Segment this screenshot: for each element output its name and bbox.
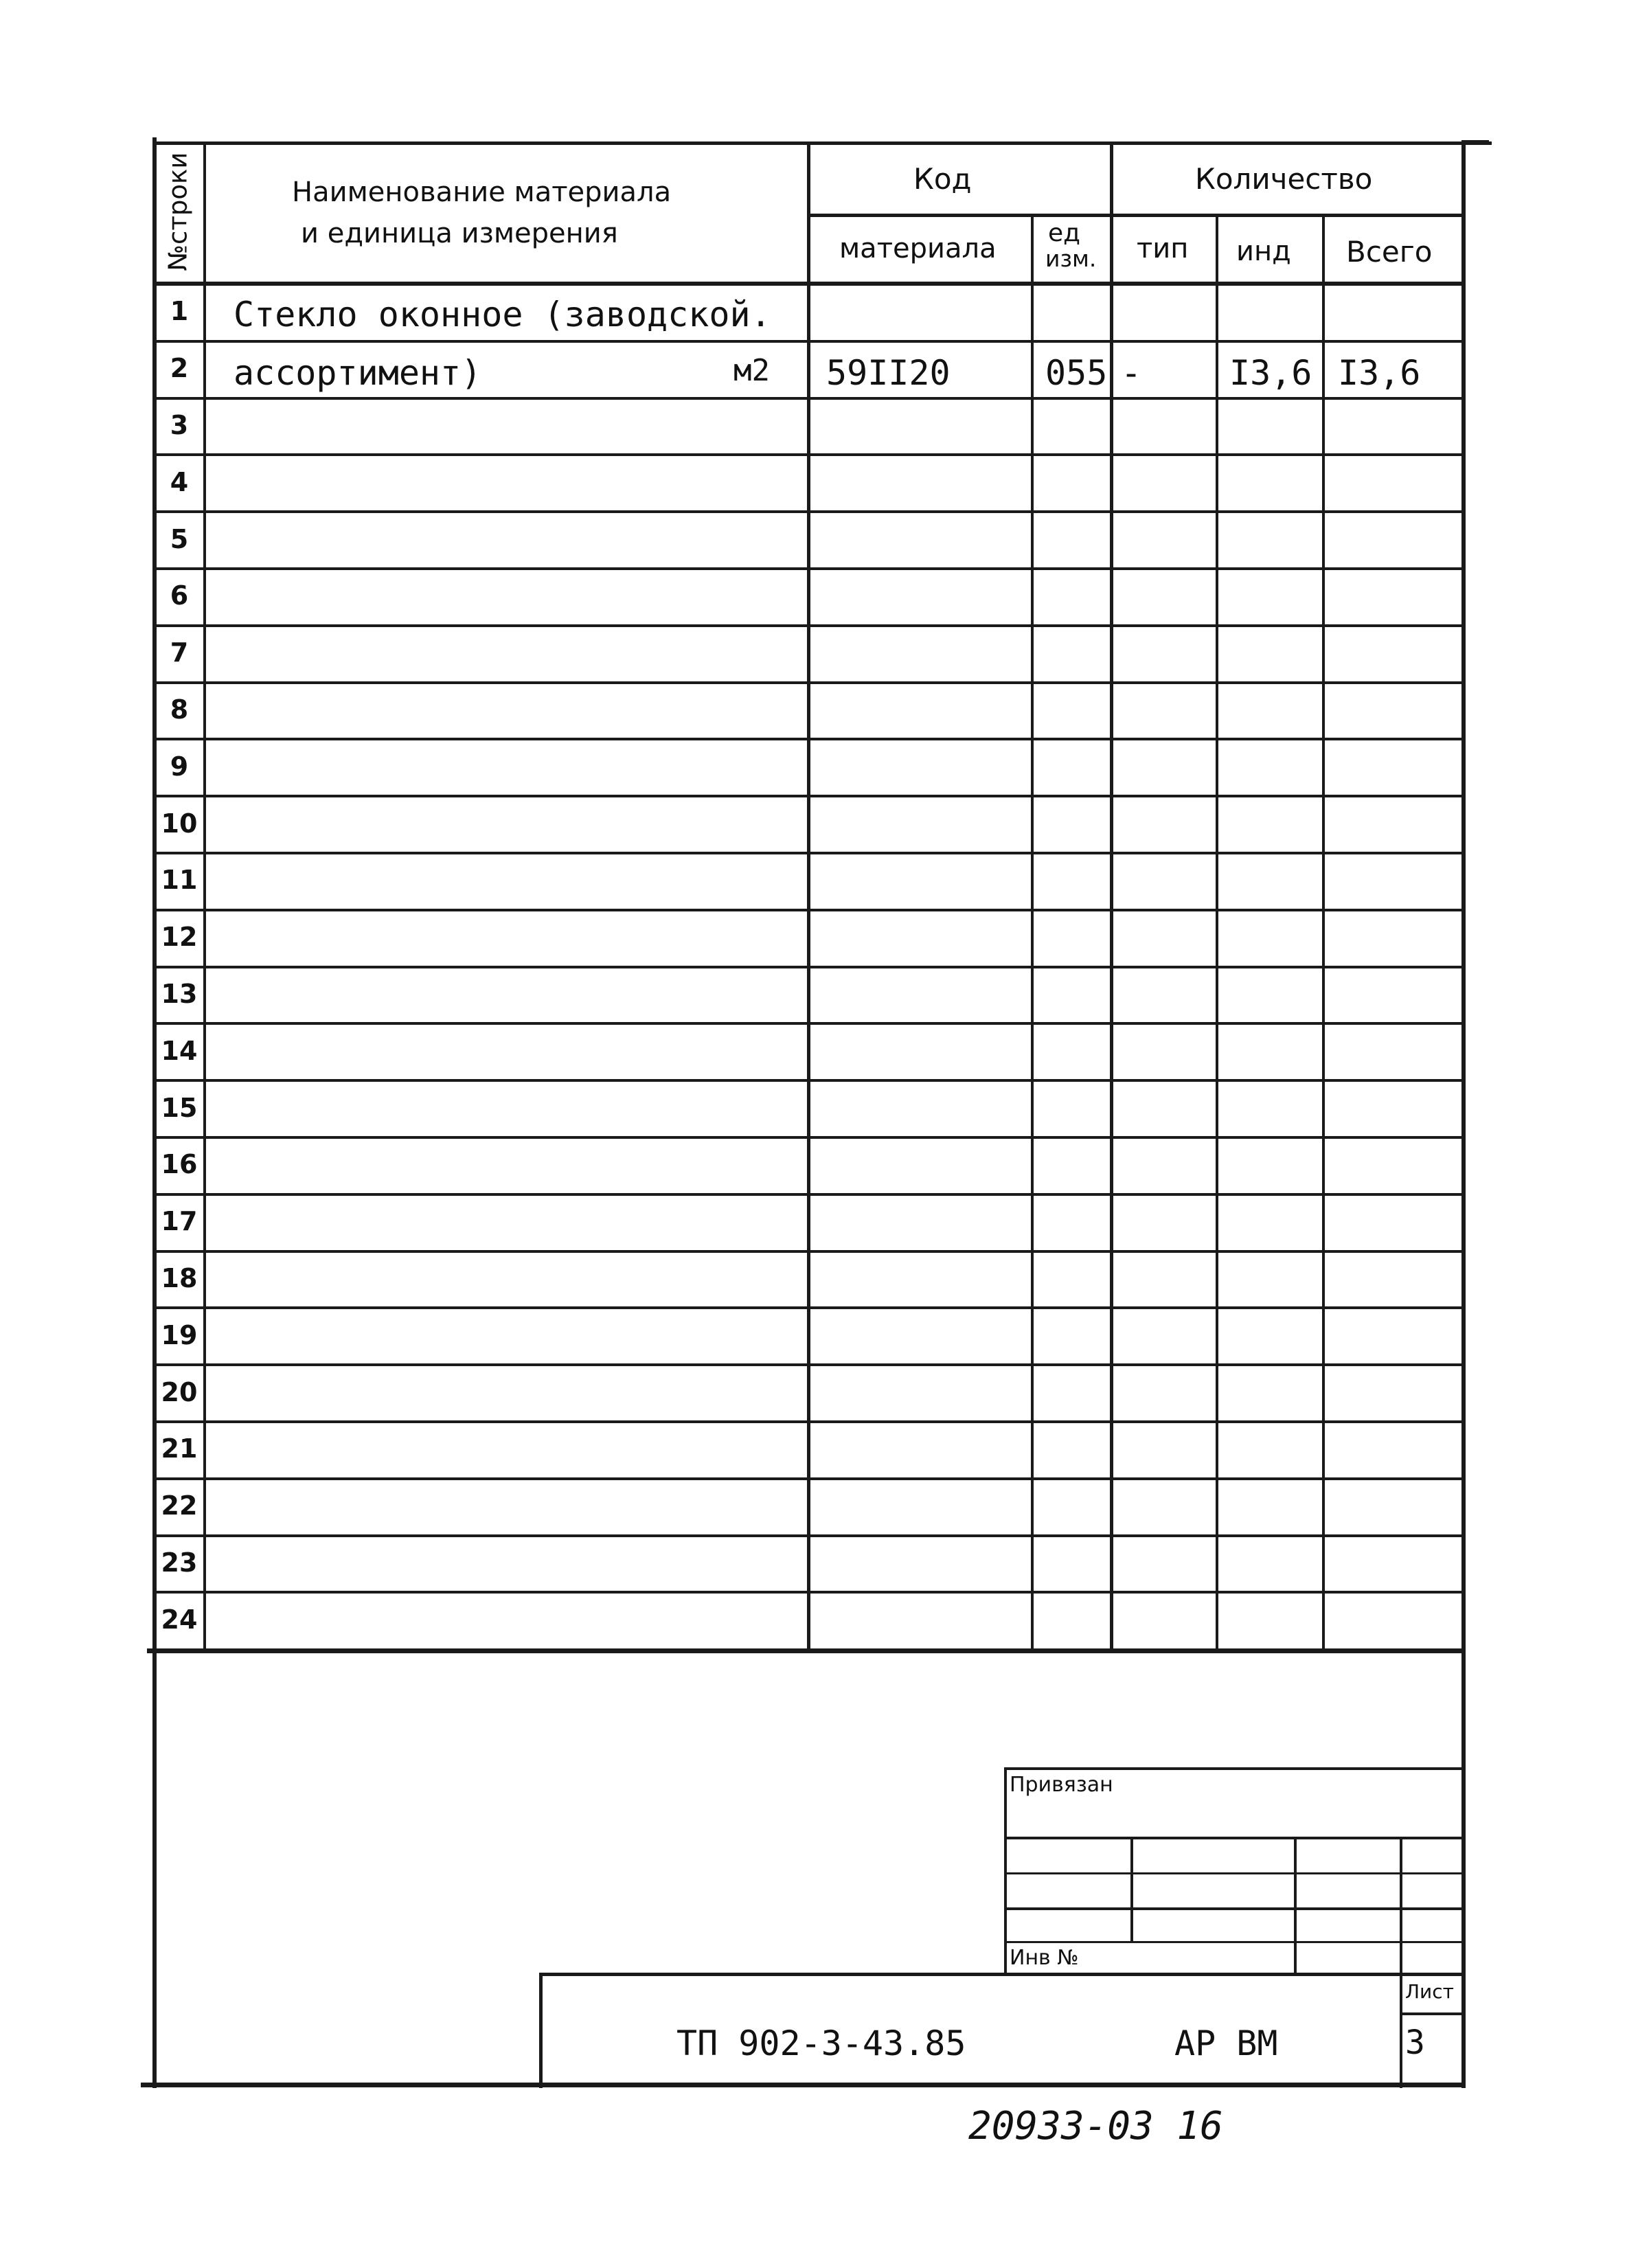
table-top-border-ext: [1461, 140, 1489, 144]
page-bottom-border: [141, 2083, 1466, 2087]
row-line: [152, 1477, 1466, 1480]
col-divider-name: [807, 141, 810, 1650]
stamp-line-3: [1004, 1872, 1466, 1874]
row1-name: Стекло оконное (заводской.: [234, 295, 771, 334]
row-number: 23: [161, 1547, 198, 1578]
row-number: 9: [170, 751, 189, 782]
table-top-border: [152, 141, 1492, 145]
header-qty-total: Всего: [1346, 235, 1433, 269]
header-qty-type: тип: [1137, 233, 1189, 264]
row2-unit: м2: [733, 353, 770, 388]
header-code-material: материала: [839, 233, 997, 264]
stamp-col-1: [1130, 1837, 1133, 1941]
row-line: [152, 397, 1466, 400]
table-bottom-border: [147, 1648, 1466, 1653]
archive-number: 20933-03 16: [968, 2104, 1223, 2148]
row-number: 21: [161, 1433, 198, 1464]
row-number: 15: [161, 1093, 198, 1123]
stamp-line-4: [1004, 1907, 1466, 1910]
row-line: [152, 1193, 1466, 1196]
table-right-border: [1461, 143, 1466, 2088]
row-number: 19: [161, 1320, 198, 1350]
row-line: [152, 567, 1466, 570]
row-number: 11: [161, 865, 198, 895]
stamp-main-top: [539, 1973, 1466, 1976]
row2-type: -: [1121, 353, 1142, 393]
row-line: [152, 1306, 1466, 1309]
row-line: [152, 909, 1466, 911]
stamp-sheet-label: Лист: [1405, 1980, 1454, 2003]
col-divider-material: [1031, 215, 1034, 1650]
stamp-line-5: [1004, 1941, 1466, 1943]
stamp-top-line: [1004, 1767, 1466, 1770]
header-row-number: №строки: [163, 152, 193, 271]
row-number: 10: [161, 808, 198, 839]
header-name-line2: и единица измерения: [301, 218, 618, 249]
row-number: 5: [170, 524, 189, 554]
row2-ind: I3,6: [1229, 353, 1312, 393]
row-number: 14: [161, 1036, 198, 1066]
row-number: 7: [170, 637, 189, 668]
col-divider-ind: [1322, 215, 1325, 1650]
row-line: [152, 453, 1466, 456]
row-line: [152, 795, 1466, 797]
stamp-section: АР ВМ: [1174, 2023, 1278, 2063]
row-line: [152, 340, 1466, 343]
row-line: [152, 852, 1466, 854]
row2-total: I3,6: [1338, 353, 1421, 393]
header-name-line1: Наименование материала: [292, 177, 672, 208]
stamp-designation: ТП 902-3-43.85: [676, 2023, 966, 2063]
row-line: [152, 624, 1466, 627]
header-qty-ind: инд: [1236, 236, 1291, 267]
row-line: [152, 510, 1466, 513]
row-number: 18: [161, 1263, 198, 1293]
row-line: [152, 1079, 1466, 1082]
row-number: 8: [170, 694, 189, 725]
row-number: 1: [170, 296, 189, 326]
row-line: [152, 1250, 1466, 1253]
row-line: [152, 1022, 1466, 1025]
row-line: [152, 681, 1466, 684]
stamp-sheet-number: 3: [1405, 2023, 1425, 2062]
row2-material-code: 59II20: [826, 353, 951, 393]
header-quantity: Количество: [1195, 162, 1373, 196]
row-number: 6: [170, 580, 189, 611]
stamp-main-left: [539, 1973, 543, 2088]
stamp-inv-label: Инв №: [1010, 1946, 1079, 1970]
row-line: [152, 1363, 1466, 1366]
col-divider-unit: [1110, 141, 1113, 1650]
header-subdivider: [807, 214, 1465, 217]
row-number: 22: [161, 1490, 198, 1521]
row-number: 16: [161, 1149, 198, 1179]
row-line: [152, 1591, 1466, 1594]
row-number: 17: [161, 1206, 198, 1236]
row-line: [152, 1136, 1466, 1139]
row-line: [152, 966, 1466, 968]
row2-unit-code: 055: [1045, 353, 1108, 393]
stamp-col-2: [1294, 1837, 1297, 1974]
row-number: 24: [161, 1604, 198, 1635]
stamp-sheet-divider: [1400, 2012, 1466, 2015]
row2-name: ассортимент): [234, 353, 482, 393]
header-code: Код: [913, 162, 972, 196]
row-number: 2: [170, 353, 189, 383]
stamp-primenen-label: Привязан: [1010, 1773, 1113, 1797]
row-number: 3: [170, 410, 189, 440]
stamp-col-3: [1400, 1837, 1402, 2088]
row-number: 4: [170, 467, 189, 497]
row-line: [152, 1420, 1466, 1423]
row-number: 12: [161, 922, 198, 952]
row-line: [152, 738, 1466, 740]
row-number: 20: [161, 1377, 198, 1407]
col-divider-rownum: [203, 141, 206, 1650]
row-number: 13: [161, 979, 198, 1009]
header-code-unit-1: ед: [1048, 219, 1081, 247]
stamp-line-2: [1004, 1837, 1466, 1839]
header-code-unit-2: изм.: [1045, 245, 1097, 272]
row-line: [152, 1534, 1466, 1537]
col-divider-type: [1216, 215, 1218, 1650]
